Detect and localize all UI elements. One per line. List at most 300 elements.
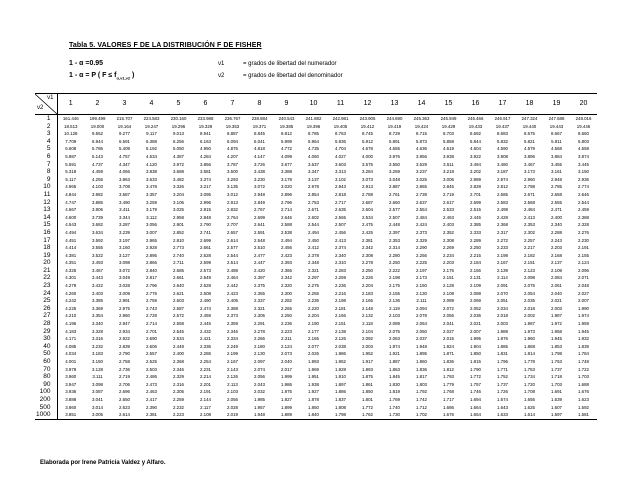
table-cell: 243.905 xyxy=(359,116,376,121)
table-cell: 4.678 xyxy=(362,146,373,152)
table-cell: 3.187 xyxy=(497,169,508,175)
table-cell: 1.730 xyxy=(381,411,408,419)
table-cell: 2.558 xyxy=(173,321,184,327)
table-cell: 1.798 xyxy=(327,411,354,419)
table-cell: 1.633 xyxy=(489,411,516,419)
table-cell: 3.511 xyxy=(443,161,454,167)
row-header: 80 xyxy=(35,373,57,381)
table-cell: 2.549 xyxy=(200,275,211,281)
table-cell: 2.366 xyxy=(281,267,292,273)
row-header: 60 xyxy=(35,358,57,366)
table-row xyxy=(35,237,597,245)
table-cell: 1.952 xyxy=(362,351,373,357)
table-cell: 1.831 xyxy=(497,351,508,357)
table-cell: 2.203 xyxy=(443,260,454,266)
table-cell: 8.660 xyxy=(578,131,589,137)
table-cell: 2.989 xyxy=(470,176,481,182)
table-cell: 2.849 xyxy=(254,199,265,205)
table-cell: 8.667 xyxy=(551,131,562,137)
table-row xyxy=(35,199,597,207)
table-cell: 3.726 xyxy=(254,161,265,167)
table-cell: 2.314 xyxy=(389,245,400,251)
table-cell: 2.641 xyxy=(254,222,265,228)
table-cell: 2.098 xyxy=(524,275,535,281)
table-cell: 1.757 xyxy=(470,381,481,387)
row-header: 18 xyxy=(35,244,57,252)
table-cell: 2.828 xyxy=(470,184,481,190)
table-cell: 2.423 xyxy=(227,290,238,296)
table-cell: 2.445 xyxy=(470,214,481,220)
nu2-description: = grados de libertad del denominador xyxy=(243,73,343,79)
table-cell: 3.197 xyxy=(119,237,130,243)
table-cell: 1.868 xyxy=(524,343,535,349)
table-cell: 2.604 xyxy=(362,207,373,213)
table-cell: 3.403 xyxy=(92,290,103,296)
table-cell: 5.117 xyxy=(65,176,77,182)
table-cell: 2.211 xyxy=(281,336,292,342)
table-cell: 2.289 xyxy=(470,237,481,243)
column-header: 12 xyxy=(354,94,381,115)
table-cell: 2.017 xyxy=(281,366,292,372)
table-cell: 3.874 xyxy=(578,153,589,159)
table-cell: 2.812 xyxy=(497,184,508,190)
table-cell: 1.863 xyxy=(389,366,400,372)
table-cell: 2.048 xyxy=(578,283,589,289)
table-cell: 2.088 xyxy=(470,290,481,296)
table-cell: 8.785 xyxy=(308,131,319,137)
table-cell: 1.860 xyxy=(416,359,427,364)
table-cell: 1.803 xyxy=(416,381,427,387)
table-cell: 2.167 xyxy=(227,359,238,364)
table-cell: 2.960 xyxy=(119,313,130,319)
table-cell: 2.901 xyxy=(173,222,184,228)
table-cell: 2.111 xyxy=(416,298,427,304)
table-cell: 4.737 xyxy=(92,161,103,167)
table-row xyxy=(35,145,597,153)
row-header: 20 xyxy=(35,259,57,267)
table-cell: 3.445 xyxy=(578,161,589,167)
table-row xyxy=(35,214,597,222)
column-header: 3 xyxy=(111,94,138,115)
table-cell: 2.699 xyxy=(254,214,265,220)
table-cell: 3.863 xyxy=(119,176,130,182)
table-cell: 1.817 xyxy=(416,374,427,380)
table-cell: 2.913 xyxy=(227,199,238,205)
row-header: 8 xyxy=(35,168,57,176)
table-cell: 3.098 xyxy=(92,381,103,387)
table-cell: 4.351 xyxy=(65,260,77,266)
table-cell: 1.899 xyxy=(281,404,292,410)
table-cell: 3.204 xyxy=(173,191,184,197)
table-cell: 6.608 xyxy=(65,146,77,152)
table-cell: 3.866 xyxy=(200,161,211,167)
table-cell: 2.671 xyxy=(524,191,535,197)
table-cell: 3.555 xyxy=(92,245,103,251)
table-cell: 2.463 xyxy=(146,389,157,395)
table-cell: 2.353 xyxy=(389,237,400,243)
header-row xyxy=(35,94,597,115)
table-cell: 3.787 xyxy=(227,161,238,167)
table-cell: 2.337 xyxy=(254,298,265,304)
table-cell: 2.717 xyxy=(335,199,346,205)
table-cell: 2.108 xyxy=(192,411,219,419)
row-header: 40 xyxy=(35,343,57,351)
table-cell: 6.944 xyxy=(92,138,103,144)
table-cell: 2.094 xyxy=(416,305,427,311)
table-cell: 2.534 xyxy=(173,336,184,342)
table-cell: 1.989 xyxy=(497,328,508,334)
table-cell: 19.396 xyxy=(306,123,321,129)
table-cell: 1.798 xyxy=(551,351,562,357)
table-cell: 2.525 xyxy=(146,359,157,364)
table-cell: 2.599 xyxy=(470,199,481,205)
table-cell: 4.655 xyxy=(389,146,400,152)
table-cell: 4.387 xyxy=(173,153,184,159)
table-cell: 2.960 xyxy=(524,176,535,182)
table-cell: 2.198 xyxy=(497,252,508,258)
row-header: 7 xyxy=(35,161,57,169)
table-cell: 2.074 xyxy=(254,366,265,372)
table-cell: 2.255 xyxy=(308,290,319,296)
table-cell: 2.555 xyxy=(551,199,562,205)
table-cell: 246.917 xyxy=(494,116,511,121)
table-cell: 2.975 xyxy=(119,305,130,311)
table-cell: 3.340 xyxy=(92,321,103,327)
table-cell: 19.419 xyxy=(387,123,402,129)
table-cell: 6.041 xyxy=(254,138,265,144)
table-cell: 5.821 xyxy=(524,138,535,144)
table-cell: 3.218 xyxy=(443,169,454,175)
table-cell: 3.956 xyxy=(416,153,427,159)
table-cell: 230.160 xyxy=(170,116,187,121)
table-cell: 2.753 xyxy=(308,199,319,205)
row-header: 6 xyxy=(35,153,57,161)
table-cell: 2.117 xyxy=(200,404,211,410)
table-cell: 4.600 xyxy=(65,214,77,220)
table-cell: 2.776 xyxy=(146,290,157,296)
table-cell: 2.432 xyxy=(200,328,211,334)
table-cell: 6.163 xyxy=(200,138,211,144)
table-cell: 2.305 xyxy=(254,313,265,319)
table-cell: 2.488 xyxy=(227,267,238,273)
table-cell: 3.316 xyxy=(92,336,103,342)
table-row xyxy=(35,138,597,146)
table-cell: 2.840 xyxy=(146,267,157,273)
table-cell: 2.155 xyxy=(578,252,589,258)
table-row xyxy=(35,244,597,252)
table-cell: 2.928 xyxy=(146,245,157,251)
table-cell: 8.812 xyxy=(281,131,292,137)
table-cell: 3.293 xyxy=(227,176,238,182)
table-cell: 2.069 xyxy=(470,298,481,304)
table-cell: 2.165 xyxy=(308,336,319,342)
table-cell: 3.369 xyxy=(92,305,103,311)
table-cell: 19.000 xyxy=(90,123,105,129)
table-cell: 1.850 xyxy=(470,351,481,357)
table-cell: 2.124 xyxy=(281,343,292,349)
table-cell: 3.106 xyxy=(173,199,184,205)
table-cell: 1.740 xyxy=(389,404,400,410)
row-header: 29 xyxy=(35,328,57,336)
table-cell: 3.112 xyxy=(146,214,157,220)
table-cell: 1.752 xyxy=(497,374,508,380)
table-cell: 2.696 xyxy=(119,389,130,395)
column-header: 7 xyxy=(219,94,246,115)
table-cell: 3.161 xyxy=(551,169,562,175)
table-cell: 2.445 xyxy=(200,321,211,327)
table-cell: 3.347 xyxy=(308,169,319,175)
table-cell: 1.952 xyxy=(335,359,346,364)
table-cell: 2.250 xyxy=(281,313,292,319)
table-cell: 3.677 xyxy=(281,161,292,167)
table-cell: 2.283 xyxy=(335,267,346,273)
table-cell: 2.690 xyxy=(146,336,157,342)
table-cell: 3.020 xyxy=(281,184,292,190)
table-cell: 1.999 xyxy=(281,374,292,380)
table-cell: 1.840 xyxy=(300,411,327,419)
table-cell: 3.478 xyxy=(146,184,157,190)
table-cell: 2.671 xyxy=(308,207,319,213)
table-cell: 3.411 xyxy=(119,207,130,213)
row-header: 23 xyxy=(35,282,57,290)
table-cell: 1.614 xyxy=(516,411,543,419)
table-cell: 8.745 xyxy=(362,131,373,137)
table-cell: 6.591 xyxy=(119,138,130,144)
table-cell: 1.839 xyxy=(578,343,589,349)
table-cell: 2.021 xyxy=(470,321,481,327)
table-cell: 2.151 xyxy=(443,275,454,281)
table-cell: 2.602 xyxy=(308,214,319,220)
row-header: 19 xyxy=(35,252,57,260)
table-cell: 3.072 xyxy=(119,267,130,273)
row-header: 3 xyxy=(35,130,57,138)
table-cell: 2.471 xyxy=(551,207,562,213)
table-cell: 2.223 xyxy=(281,328,292,334)
column-header: 11 xyxy=(327,94,354,115)
table-cell: 3.374 xyxy=(200,176,211,182)
table-cell: 1.703 xyxy=(551,381,562,387)
table-cell: 1.893 xyxy=(362,366,373,372)
table-cell: 4.558 xyxy=(578,146,589,152)
table-row xyxy=(35,282,597,290)
table-cell: 2.216 xyxy=(335,290,346,296)
table-cell: 2.583 xyxy=(497,199,508,205)
table-cell: 2.052 xyxy=(470,305,481,311)
row-header: 15 xyxy=(35,221,57,229)
table-cell: 2.494 xyxy=(281,237,292,243)
row-header: 12 xyxy=(35,199,57,207)
table-cell: 2.257 xyxy=(524,237,535,243)
table-cell: 1.720 xyxy=(524,381,535,387)
table-cell: 6.388 xyxy=(146,138,157,144)
table-cell: 3.592 xyxy=(92,237,103,243)
table-cell: 2.736 xyxy=(119,366,130,372)
table-cell: 6.256 xyxy=(173,138,184,144)
table-cell: 2.148 xyxy=(362,305,373,311)
table-cell: 3.056 xyxy=(146,222,157,228)
table-cell: 2.573 xyxy=(200,267,211,273)
table-cell: 2.958 xyxy=(173,214,184,220)
table-cell: 215.707 xyxy=(116,116,133,121)
table-cell: 2.447 xyxy=(254,260,265,266)
table-cell: 2.007 xyxy=(470,328,481,334)
table-cell: 4.543 xyxy=(65,222,77,228)
row-header: 14 xyxy=(35,214,57,222)
table-cell: 3.326 xyxy=(173,184,184,190)
table-cell: 2.943 xyxy=(335,184,346,190)
table-cell: 2.646 xyxy=(578,191,589,197)
table-cell: 1.836 xyxy=(416,366,427,372)
table-cell: 4.260 xyxy=(65,290,77,296)
table-cell: 2.413 xyxy=(524,214,535,220)
table-cell: 2.290 xyxy=(416,245,427,251)
table-cell: 1.793 xyxy=(443,374,454,380)
table-cell: 3.357 xyxy=(146,191,157,197)
table-cell: 2.373 xyxy=(227,313,238,319)
table-cell: 1.686 xyxy=(443,404,454,410)
table-cell: 5.786 xyxy=(92,146,103,152)
table-cell: 3.230 xyxy=(254,176,265,182)
table-cell: 5.318 xyxy=(65,169,77,175)
table-cell: 2.028 xyxy=(227,404,238,410)
row-header: 28 xyxy=(35,320,57,328)
table-cell: 2.021 xyxy=(551,298,562,304)
table-cell: 2.728 xyxy=(146,313,157,319)
table-cell: 2.217 xyxy=(524,245,535,251)
table-row xyxy=(35,366,597,374)
table-cell: 3.025 xyxy=(416,176,427,182)
table-cell: 2.640 xyxy=(173,283,184,289)
table-cell: 2.719 xyxy=(119,374,130,380)
table-cell: 1.801 xyxy=(362,396,373,402)
table-cell: 3.467 xyxy=(524,161,535,167)
table-cell: 2.132 xyxy=(362,313,373,319)
table-cell: 2.514 xyxy=(227,260,238,266)
column-header: 18 xyxy=(516,94,543,115)
table-cell: 2.711 xyxy=(173,260,184,266)
nu1-symbol: ν1 xyxy=(218,61,225,67)
table-row xyxy=(35,328,597,336)
table-cell: 9.277 xyxy=(119,131,130,137)
table-cell: 2.810 xyxy=(173,237,184,243)
table-cell: 1.976 xyxy=(497,336,508,342)
table-cell: 2.657 xyxy=(227,229,238,235)
table-cell: 2.400 xyxy=(551,214,562,220)
table-cell: 2.278 xyxy=(254,328,265,334)
table-cell: 2.528 xyxy=(200,283,211,289)
table-cell: 2.948 xyxy=(551,176,562,182)
table-cell: 2.097 xyxy=(254,359,265,364)
table-cell: 2.510 xyxy=(254,245,265,251)
table-cell: 2.027 xyxy=(578,290,589,296)
table-cell: 2.089 xyxy=(389,321,400,327)
table-cell: 2.003 xyxy=(551,305,562,311)
table-cell: 2.658 xyxy=(551,191,562,197)
table-cell: 2.109 xyxy=(470,283,481,289)
table-cell: 4.103 xyxy=(92,184,103,190)
table-cell: 2.425 xyxy=(362,229,373,235)
column-header: 20 xyxy=(570,94,597,115)
table-cell: 2.166 xyxy=(335,313,346,319)
table-cell: 1.972 xyxy=(551,321,562,327)
table-cell: 2.486 xyxy=(146,374,157,380)
table-cell: 2.456 xyxy=(281,245,292,251)
table-row xyxy=(35,312,597,320)
table-row xyxy=(35,252,597,260)
table-cell: 2.204 xyxy=(308,313,319,319)
column-header: 19 xyxy=(543,94,570,115)
table-cell: 19.440 xyxy=(522,123,537,129)
table-cell: 2.623 xyxy=(119,404,130,410)
table-cell: 2.866 xyxy=(146,260,157,266)
table-cell: 2.144 xyxy=(200,396,211,402)
table-cell: 2.796 xyxy=(281,199,292,205)
table-cell: 1.830 xyxy=(389,381,400,387)
table-cell: 247.688 xyxy=(548,116,565,121)
table-cell: 3.328 xyxy=(92,328,103,334)
table-cell: 2.018 xyxy=(497,313,508,319)
table-cell: 3.217 xyxy=(200,184,211,190)
table-cell: 2.355 xyxy=(254,290,265,296)
row-header: 90 xyxy=(35,381,57,389)
table-cell: 8.845 xyxy=(254,131,265,137)
table-cell: 1.875 xyxy=(362,374,373,380)
table-cell: 2.317 xyxy=(497,229,508,235)
table-cell: 1.974 xyxy=(389,343,400,349)
table-cell: 3.028 xyxy=(119,283,130,289)
table-cell: 4.256 xyxy=(92,176,103,182)
table-cell: 2.130 xyxy=(416,290,427,296)
table-cell: 9.117 xyxy=(146,131,157,137)
table-cell: 2.070 xyxy=(497,290,508,296)
table-cell: 2.913 xyxy=(362,184,373,190)
table-cell: 1.702 xyxy=(408,411,435,419)
table-cell: 2.236 xyxy=(335,283,346,289)
table-cell: 2.614 xyxy=(227,237,238,243)
table-cell: 2.236 xyxy=(308,298,319,304)
table-row xyxy=(35,153,597,161)
table-cell: 4.772 xyxy=(281,146,292,152)
table-cell: 3.287 xyxy=(119,222,130,228)
table-cell: 3.482 xyxy=(173,176,184,182)
table-cell: 1.676 xyxy=(578,389,589,395)
table-cell: 2.548 xyxy=(254,237,265,243)
table-cell: 1.737 xyxy=(497,381,508,387)
table-cell: 2.854 xyxy=(308,191,319,197)
table-cell: 2.449 xyxy=(173,343,184,349)
table-cell: 2.660 xyxy=(389,199,400,205)
table-cell: 2.002 xyxy=(524,313,535,319)
table-cell: 2.151 xyxy=(335,321,346,327)
table-row xyxy=(35,350,597,358)
table-cell: 2.119 xyxy=(389,305,400,311)
table-cell: 1.748 xyxy=(578,359,589,364)
table-cell: 2.591 xyxy=(254,229,265,235)
table-cell: 19.405 xyxy=(333,123,348,129)
table-cell: 5.143 xyxy=(92,153,103,159)
column-header: 5 xyxy=(165,94,192,115)
table-cell: 2.818 xyxy=(335,191,346,197)
table-cell: 3.173 xyxy=(524,169,535,175)
table-cell: 161.446 xyxy=(62,116,79,121)
table-cell: 5.832 xyxy=(497,138,508,144)
table-cell: 5.987 xyxy=(65,153,77,159)
table-cell: 2.442 xyxy=(227,283,238,289)
table-cell: 2.456 xyxy=(335,229,346,235)
table-cell: 1.676 xyxy=(435,411,462,419)
table-cell: 2.269 xyxy=(443,245,454,251)
table-cell: 6.094 xyxy=(227,138,238,144)
